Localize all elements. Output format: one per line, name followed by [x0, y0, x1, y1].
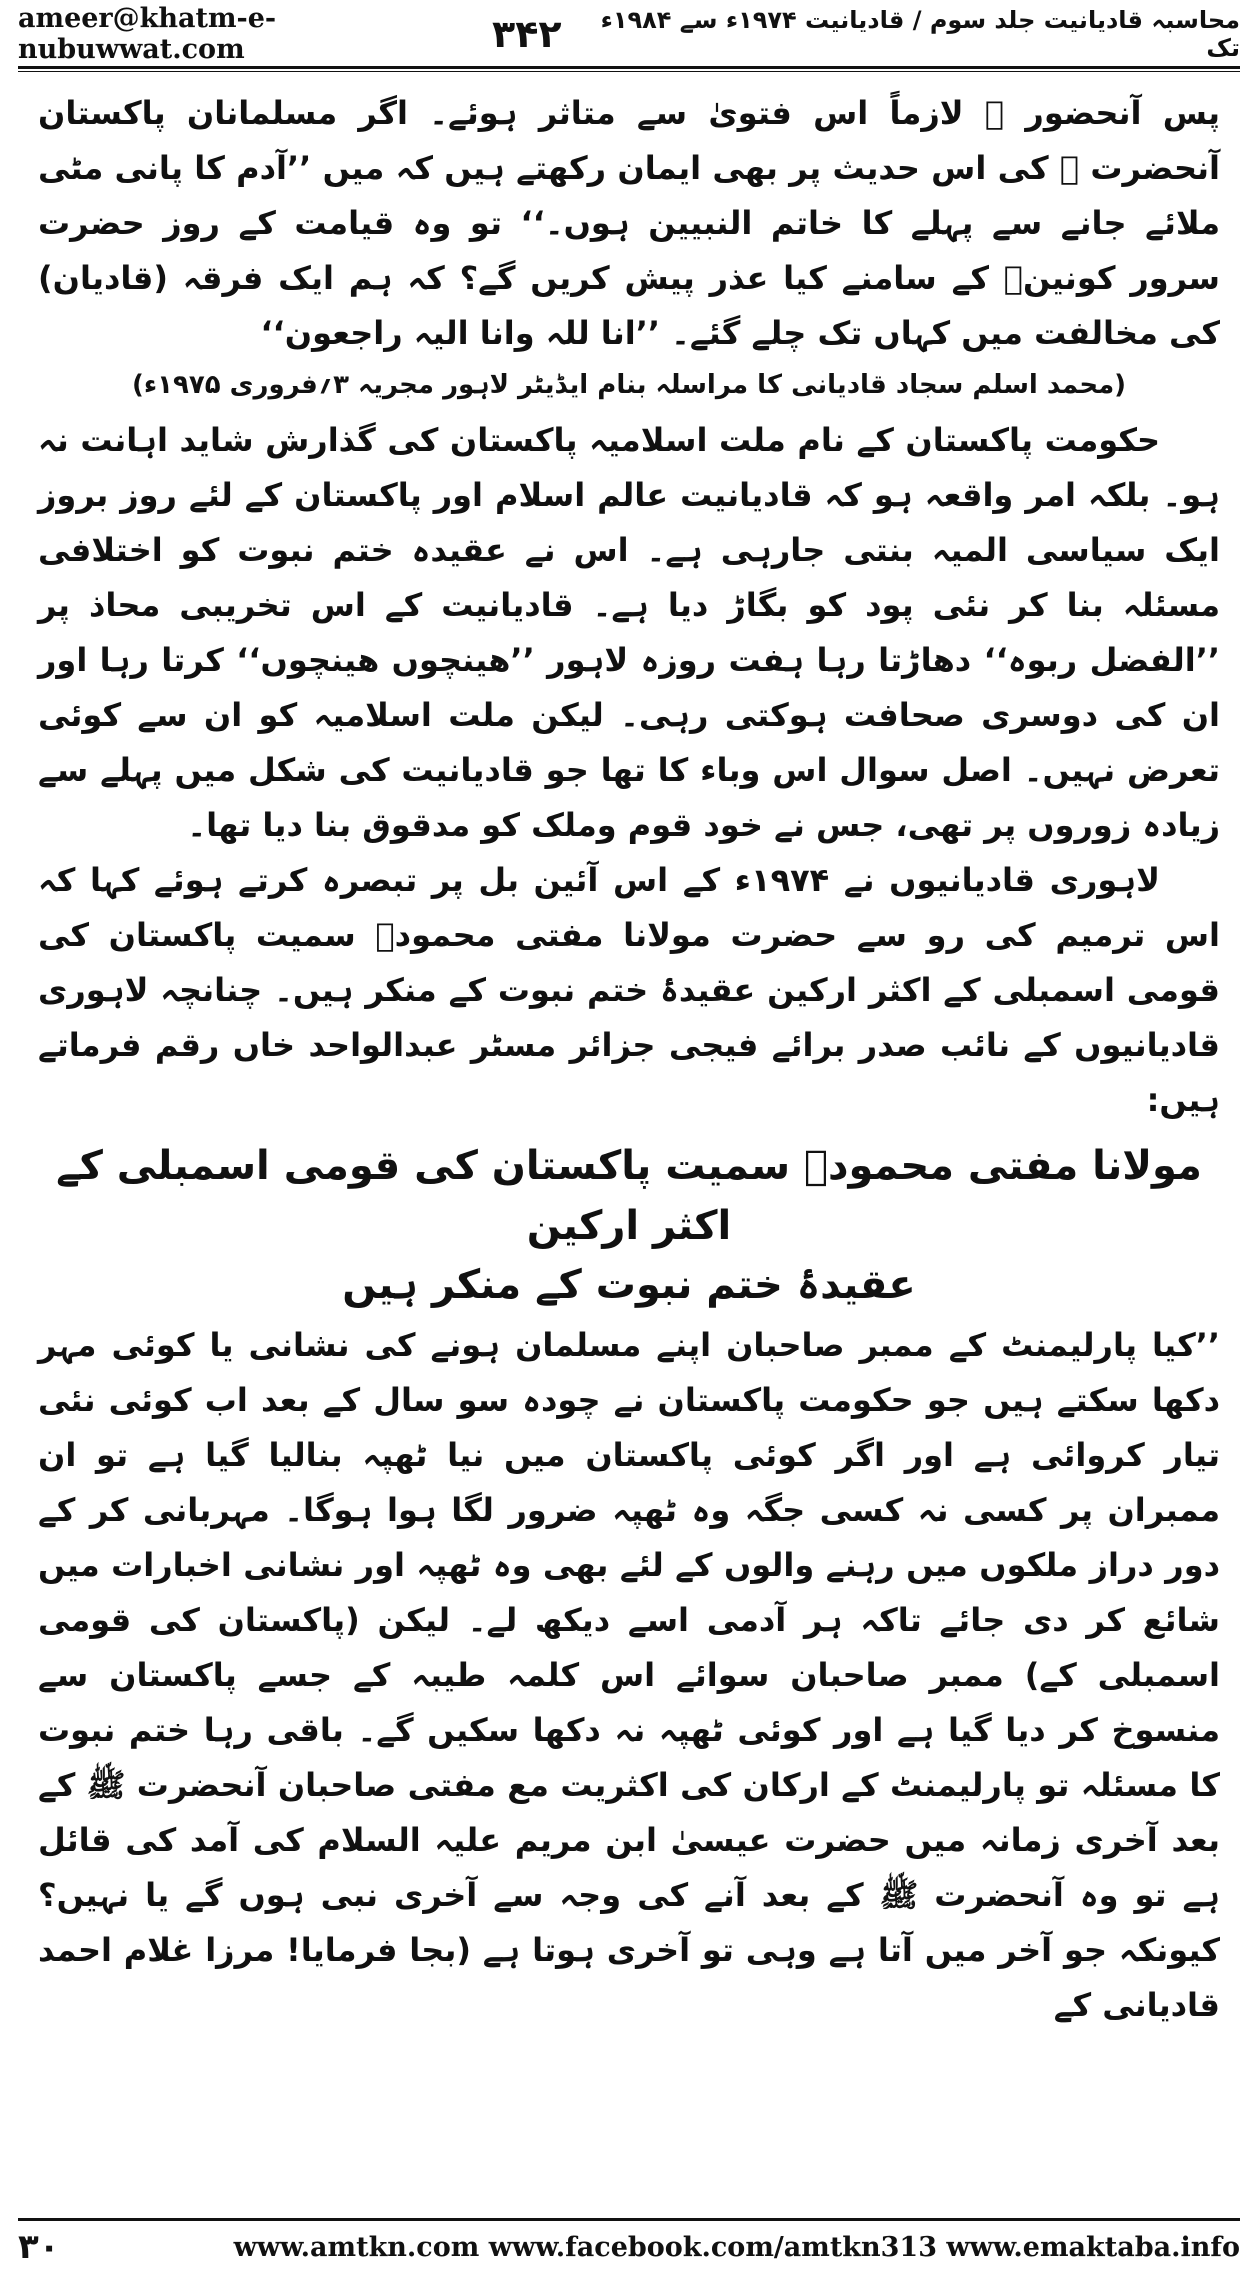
header-page-number: ۳۴۲ — [492, 12, 562, 56]
paragraph-2: حکومت پاکستان کے نام ملت اسلامیہ پاکستان کی گذارش شاید اہانت نہ ہو۔ بلکہ امر واقعہ ہو کہ قادیانیت عالم اسلام اور پاکستان کے لئے روز بروز ایک سیاسی المیہ بنتی جارہی ہے۔ اس نے عقیدہ ختم نبوت کو اختلافی مسئلہ بنا کر نئی پود کو بگاڑ دیا ہے۔ قادیانیت کے اس تخریبی محاذ پر ’’الفضل ربوہ‘‘ دھاڑتا رہا ہفت روزہ لاہور ’’ھینچوں ھینچوں‘‘ کرتا رہا اور ان کی دوسری صحافت ہوکتی رہی۔ لیکن ملت اسلامیہ کو ان سے کوئی تعرض نہیں۔ اصل سوال اس وباء کا تھا جو قادیانیت کی شکل میں پہلے سے زیادہ زوروں پر تھی، جس نے خود قوم وملک کو مدقوق بنا دیا تھا۔ — [38, 421, 1220, 844]
section-heading-line-2: عقیدۂ ختم نبوت کے منکر ہیں — [342, 1262, 916, 1308]
footer-rule — [18, 2218, 1240, 2221]
header-email: ameer@khatm-e-nubuwwat.com — [18, 3, 277, 65]
footer-website-links: www.amtkn.com www.facebook.com/amtkn313 www.emaktaba.info — [233, 2231, 1240, 2263]
page-body — [38, 86, 1220, 2033]
section-heading-line-1: مولانا مفتی محمودؒ سمیت پاکستان کی قومی اسمبلی کے اکثر ارکین — [56, 1143, 1202, 1249]
paragraph-1: پس آنحضور ﷺ لازماً اس فتویٰ سے متاثر ہوئے۔ اگر مسلمانان پاکستان آنحضرت ﷺ کی اس حدیث پر بھی ایمان رکھتے ہیں کہ میں ’’آدم کا پانی مٹی ملائے جانے سے پہلے کا خاتم النبیین ہوں۔‘‘ تو وہ قیامت کے روز حضرت سرور کونینؐ کے سامنے کیا عذر پیش کریں گے؟ کہ ہم ایک فرقہ (قادیان) کی مخالفت میں کہاں تک چلے گئے۔ ’’انا للہ وانا الیہ راجعون‘‘ — [38, 94, 1220, 352]
paragraph-4-quote: ’’کیا پارلیمنٹ کے ممبر صاحبان اپنے مسلمان ہونے کی نشانی یا کوئی مہر دکھا سکتے ہیں جو حکومت پاکستان نے چودہ سو سال کے بعد اب کوئی نئی تیار کروائی ہے اور اگر کوئی پاکستان میں نیا ٹھپہ بنالیا گیا ہے تو ان ممبران پر کسی نہ کسی جگہ وہ ٹھپہ ضرور لگا ہوا ہوگا۔ مہربانی کر کے دور دراز ملکوں میں رہنے والوں کے لئے بھی وہ ٹھپہ اور نشانی اخبارات میں شائع کر دی جائے تاکہ ہر آدمی اسے دیکھ لے۔ لیکن (پاکستان کی قومی اسمبلی کے) ممبر صاحبان سوائے اس کلمہ طیبہ کے جسے پاکستان سے منسوخ کر دیا گیا ہے اور کوئی ٹھپہ نہ دکھا سکیں گے۔ باقی رہا ختم نبوت کا مسئلہ تو پارلیمنٹ کے ارکان کی اکثریت مع مفتی صاحبان آنحضرت ﷺ کے بعد آخری زمانہ میں حضرت عیسیٰ ابن مریم علیہ السلام کی آمد کی قائل ہے تو وہ آنحضرت ﷺ کے بعد آنے کی وجہ سے آخری نبی ہوں گے یا نہیں؟ کیونکہ جو آخر میں آتا ہے وہی تو آخری ہوتا ہے (بجا فرمایا! مرزا غلام احمد قادیانی کے — [38, 1326, 1220, 2024]
header-book-title: محاسبہ قادیانیت جلد سوم / قادیانیت ۱۹۷۴ء سے ۱۹۸۴ء تک — [600, 6, 1240, 62]
citation: (محمد اسلم سجاد قادیانی کا مراسلہ بنام ایڈیٹر لاہور مجریہ ۳؍فروری ۱۹۷۵ء) — [131, 370, 1127, 400]
page-header — [18, 3, 1240, 65]
header-rule-thin — [18, 71, 1240, 72]
paragraph-3: لاہوری قادیانیوں نے ۱۹۷۴ء کے اس آئین بل پر تبصرہ کرتے ہوئے کہا کہ اس ترمیم کی رو سے حضرت مولانا مفتی محمودؒ سمیت پاکستان کی قومی اسمبلی کے اکثر ارکین عقیدۂ ختم نبوت کے منکر ہیں۔ چنانچہ لاہوری قادیانیوں کے نائب صدر برائے فیجی جزائر مسٹر عبدالواحد خاں رقم فرماتے ہیں: — [38, 861, 1220, 1119]
header-right — [492, 6, 1240, 62]
footer-page-number: ۳۰ — [18, 2227, 60, 2267]
page-footer — [18, 2222, 1240, 2272]
header-rule — [18, 66, 1240, 69]
